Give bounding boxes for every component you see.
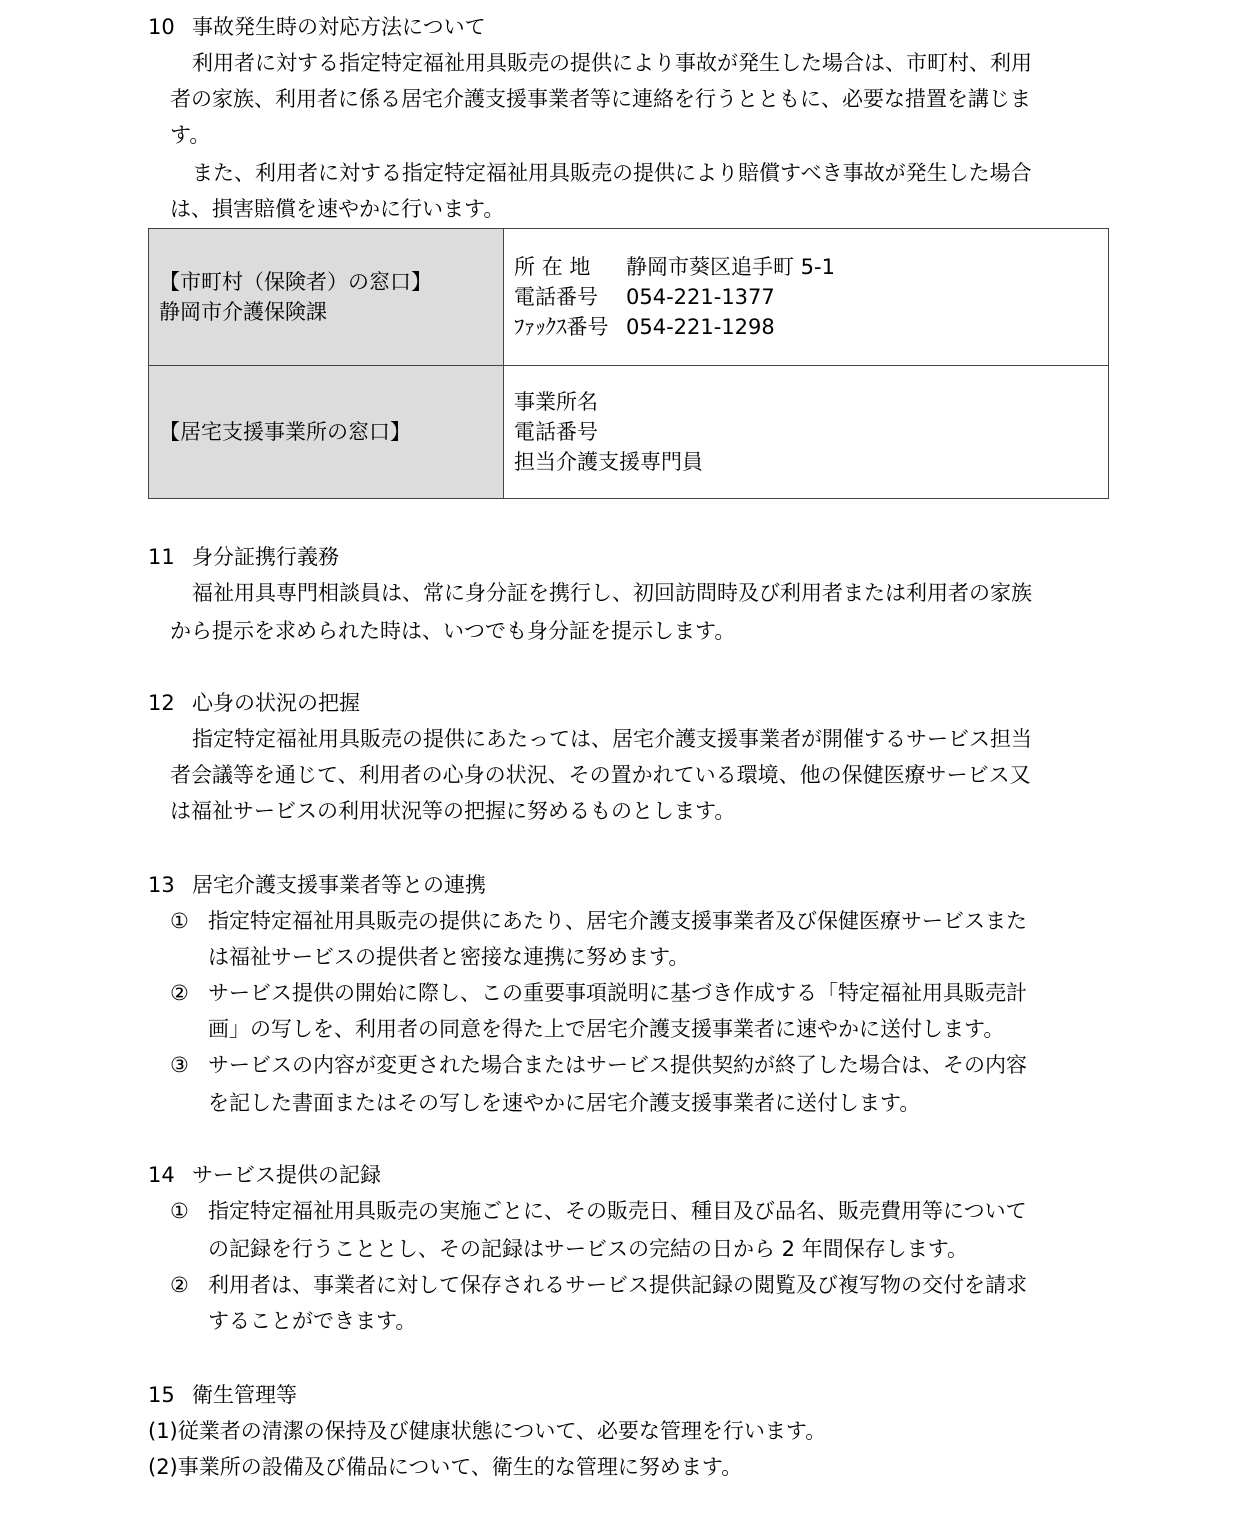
list-item-line: 利用者は、事業者に対して保存されるサービス提供記録の閲覧及び複写物の交付を請求 xyxy=(208,1273,1027,1297)
section-title: 事故発生時の対応方法について xyxy=(192,15,486,39)
list-item-line: サービス提供の開始に際し、この重要事項説明に基づき作成する「特定福祉用具販売計 xyxy=(208,981,1027,1005)
section-12-heading xyxy=(148,690,360,716)
fax-field-label: ﾌｧｯｸｽ番号 xyxy=(514,315,609,339)
list-item-marker: ② xyxy=(170,1273,189,1297)
phone-field-label: 電話番号 xyxy=(514,285,598,309)
table-row xyxy=(149,229,1109,366)
address-value: 静岡市葵区追手町 5-1 xyxy=(626,255,835,279)
list-item-marker: ② xyxy=(170,981,189,1005)
list-item-line: 画」の写しを、利用者の同意を得た上で居宅介護支援事業者に速やかに送付します。 xyxy=(208,1017,1005,1041)
paragraph-line: す。 xyxy=(170,123,211,147)
paragraph-line: 利用者に対する指定特定福祉用具販売の提供により事故が発生した場合は、市町村、利用 xyxy=(192,51,1032,75)
list-item-line: することができます。 xyxy=(208,1309,417,1333)
care-office-info-cell xyxy=(504,366,1109,499)
section-number: 13 xyxy=(148,873,175,897)
list-item-line: サービスの内容が変更された場合またはサービス提供契約が終了した場合は、その内容 xyxy=(208,1053,1027,1077)
section-14-heading xyxy=(148,1162,381,1188)
list-item: (2)事業所の設備及び備品について、衛生的な管理に努めます。 xyxy=(148,1455,743,1479)
paragraph-line: から提示を求められた時は、いつでも身分証を提示します。 xyxy=(170,619,736,643)
municipality-label: 【市町村（保険者）の窓口】 xyxy=(159,270,432,294)
section-title: サービス提供の記録 xyxy=(192,1163,381,1187)
section-15-heading xyxy=(148,1382,297,1408)
section-10-heading xyxy=(148,14,486,40)
fax-line xyxy=(514,312,1098,342)
section-number: 14 xyxy=(148,1163,175,1187)
section-11-heading xyxy=(148,544,339,570)
list-item-marker: ③ xyxy=(170,1053,189,1077)
municipality-label-cell xyxy=(149,229,504,366)
list-item-line: を記した書面またはその写しを速やかに居宅介護支援事業者に送付します。 xyxy=(208,1091,921,1115)
list-item-marker: ① xyxy=(170,1199,189,1223)
municipality-info-cell xyxy=(504,229,1109,366)
paragraph-line: 者の家族、利用者に係る居宅介護支援事業者等に連絡を行うとともに、必要な措置を講じま xyxy=(170,87,1031,111)
list-item-line: 指定特定福祉用具販売の実施ごとに、その販売日、種目及び品名、販売費用等について xyxy=(208,1199,1027,1223)
phone-line xyxy=(514,282,1098,312)
section-title: 身分証携行義務 xyxy=(192,545,339,569)
section-title: 居宅介護支援事業者等との連携 xyxy=(192,873,486,897)
paragraph-line: 福祉用具専門相談員は、常に身分証を携行し、初回訪問時及び利用者または利用者の家族 xyxy=(192,581,1032,605)
care-office-label: 【居宅支援事業所の窓口】 xyxy=(159,420,411,444)
table-row xyxy=(149,366,1109,499)
section-number: 15 xyxy=(148,1383,175,1407)
section-13-heading xyxy=(148,872,486,898)
section-number: 10 xyxy=(148,15,175,39)
phone-value: 054-221-1377 xyxy=(626,285,775,309)
contact-table xyxy=(148,228,1109,499)
section-number: 12 xyxy=(148,691,175,715)
paragraph-line: は福祉サービスの利用状況等の把握に努めるものとします。 xyxy=(170,799,736,823)
address-line xyxy=(514,252,1098,282)
office-name-field: 事業所名 xyxy=(514,390,598,414)
care-manager-field: 担当介護支援専門員 xyxy=(514,450,703,474)
list-item-line: 指定特定福祉用具販売の提供にあたり、居宅介護支援事業者及び保健医療サービスまた xyxy=(208,909,1027,933)
section-number: 11 xyxy=(148,545,175,569)
list-item: (1)従業者の清潔の保持及び健康状態について、必要な管理を行います。 xyxy=(148,1419,827,1443)
fax-value: 054-221-1298 xyxy=(626,315,775,339)
paragraph-line: また、利用者に対する指定特定福祉用具販売の提供により賠償すべき事故が発生した場合 xyxy=(192,161,1032,185)
paragraph-line: は、損害賠償を速やかに行います。 xyxy=(170,197,505,221)
municipality-office-name: 静岡市介護保険課 xyxy=(159,300,327,324)
paragraph-line: 指定特定福祉用具販売の提供にあたっては、居宅介護支援事業者が開催するサービス担当 xyxy=(192,727,1032,751)
section-title: 心身の状況の把握 xyxy=(192,691,360,715)
paragraph-line: 者会議等を通じて、利用者の心身の状況、その置かれている環境、他の保健医療サービス又 xyxy=(170,763,1031,787)
list-item-marker: ① xyxy=(170,909,189,933)
list-item-line: の記録を行うこととし、その記録はサービスの完結の日から 2 年間保存します。 xyxy=(208,1237,969,1261)
care-office-label-cell xyxy=(149,366,504,499)
list-item-line: は福祉サービスの提供者と密接な連携に努めます。 xyxy=(208,945,690,969)
section-title: 衛生管理等 xyxy=(192,1383,297,1407)
address-field-label: 所 在 地 xyxy=(514,255,591,279)
office-phone-field: 電話番号 xyxy=(514,420,598,444)
